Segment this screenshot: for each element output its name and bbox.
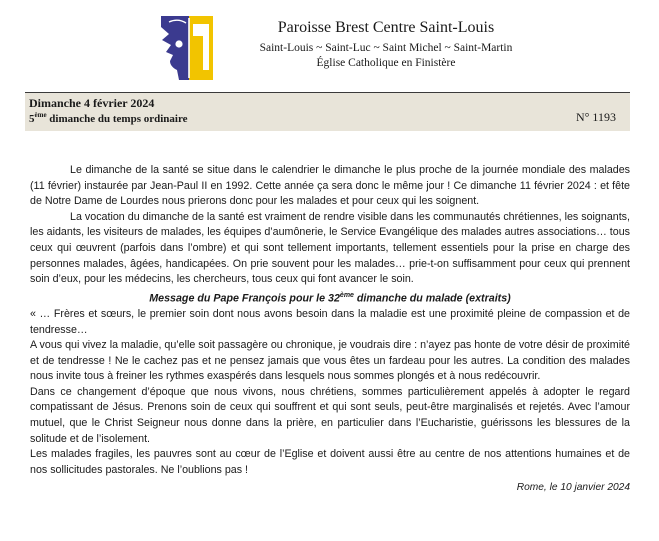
sunday-number: 5 (29, 113, 35, 125)
paragraph-health-sunday: Le dimanche de la santé se situe dans le calendrier le dimanche le plus proche de la journée mondiale des malades (11 février) instaurée par Jean-Paul II en 1992. Cette année ça sera donc le même jour ! Ce dimanche 11 février 2024 : et fête de Notre Dame de Lourdes nous prierons donc pour les malades et pour ceux qui les soignent. (30, 164, 630, 208)
message-heading-suffix: ème (339, 291, 354, 299)
parish-church: Église Catholique en Finistère (316, 57, 456, 69)
sunday-ordinal-suffix: ème (34, 111, 47, 119)
signoff-date: Rome, le 10 janvier 2024 (516, 482, 630, 494)
bulletin-date: Dimanche 4 février 2024 (29, 96, 155, 110)
article-body (30, 163, 630, 496)
quote-paragraph: Dans ce changement d’époque que nous vivons, nous chrétiens, sommes particulièrement appelés à adopter le regard compatissant de Jésus. Prenons soin de ceux qui souffrent et qui sont seuls, peut-être marginalisés et rejetés. Avec l’amour mutuel, que le Christ Seigneur nous donne dans la prière, en particulier dans l’Eucharistie, guérissons les blessures de la solitude et de l’isolement. (30, 385, 630, 445)
date-band (25, 92, 630, 131)
message-heading-start: Message du Pape François pour le 32 (149, 292, 340, 305)
message-heading-end: dimanche du malade (extraits) (353, 292, 511, 305)
quote-paragraph: Les malades fragiles, les pauvres sont au cœur de l’Eglise et doivent aussi être au centre de nos attentions humaines et de nos sollicitudes pastorales. Ne l’oublions pas ! (30, 448, 630, 476)
bulletin-number: N° 1193 (575, 110, 616, 124)
quote-paragraph: A vous qui vivez la maladie, qu’elle soit passagère ou chronique, je voudrais dire : n’ayez pas honte de votre désir de proximité et de tendresse ! Ne le cachez pas et ne pensez jamais que vous êtes un fardeau pour les autres. La condition des malades nous invite tous à freiner les rythmes exaspérés dans lesquels nous sommes plongés et à nous redécouvrir. (30, 339, 630, 383)
sunday-label: dimanche du temps ordinaire (46, 113, 188, 125)
parish-logo-icon (158, 14, 216, 82)
quote-paragraph: « … Frères et sœurs, le premier soin dont nous avons besoin dans la maladie est une proximité pleine de compassion et de tendresse… (30, 307, 630, 336)
paragraph-vocation: La vocation du dimanche de la santé est vraiment de rendre visible dans les communautés chrétiennes, les soignants, les aidants, les visiteurs de malades, les équipes d’aumônerie, le Service Evangélique des malades autres associations… tous ceux qui œuvrent (parfois dans l’ombre) et qui sont tellement importants, tellement essentiels pour la prise en charge des personnes malades, âgées, handicapées. On prie souvent pour les malades… prie-t-on suffisamment pour ceux qui prennent soin d’eux, pour les médecins, les chercheurs, tous ceux qui font avancer le soin. (30, 210, 630, 286)
liturgical-sunday (29, 111, 188, 125)
parish-places: Saint-Louis ~ Saint-Luc ~ Saint Michel ~ Saint-Martin (259, 42, 513, 54)
message-heading (30, 288, 630, 307)
parish-header (236, 18, 536, 71)
parish-title: Paroisse Brest Centre Saint-Louis (277, 19, 495, 36)
